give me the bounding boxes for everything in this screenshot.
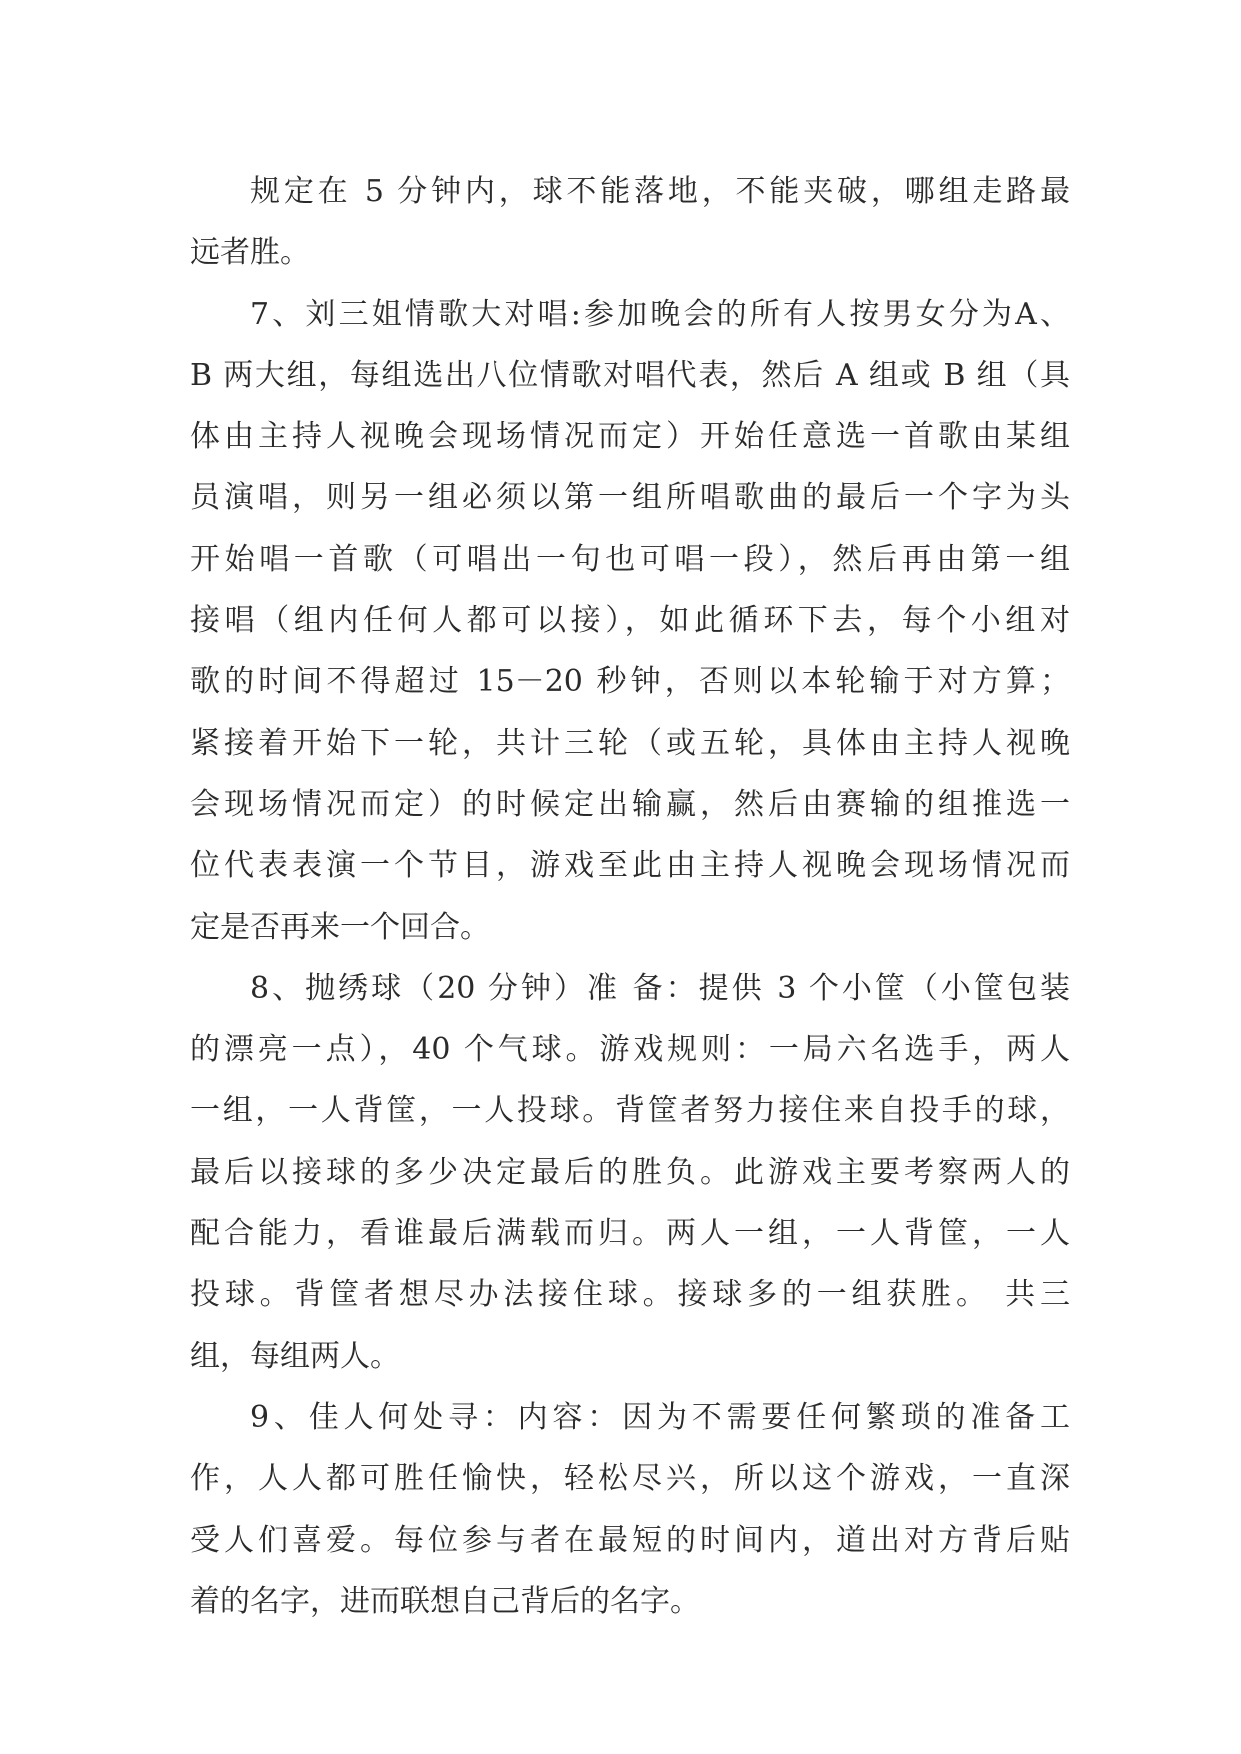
text-line: 定是否再来一个回合。	[190, 909, 490, 945]
paragraph-item-9	[190, 1387, 1070, 1632]
text-line: 8、抛绣球（20 分钟）准 备：提供 3 个小筐（小筐包装	[250, 970, 1070, 1006]
paragraph-ball-rule	[190, 161, 1070, 284]
text-line: 组，每组两人。	[190, 1338, 400, 1374]
text-line: 紧接着开始下一轮，共计三轮（或五轮，具体由主持人视晚	[190, 725, 1070, 761]
text-line: 最后以接球的多少决定最后的胜负。此游戏主要考察两人的	[190, 1154, 1070, 1190]
text-line: 9、佳人何处寻：内容：因为不需要任何繁琐的准备工	[250, 1399, 1070, 1435]
text-line: 配合能力，看谁最后满载而归。两人一组，一人背筐，一人	[190, 1216, 1070, 1252]
text-line: 体由主持人视晚会现场情况而定）开始任意选一首歌由某组	[190, 419, 1070, 455]
text-line: 受人们喜爱。每位参与者在最短的时间内，道出对方背后贴	[190, 1522, 1070, 1558]
text-line: 作，人人都可胜任愉快，轻松尽兴，所以这个游戏，一直深	[190, 1461, 1070, 1497]
paragraph-item-7	[190, 284, 1070, 958]
text-line: 远者胜。	[190, 235, 310, 271]
text-line: 投球。背筐者想尽办法接住球。接球多的一组获胜。 共三	[190, 1277, 1070, 1313]
text-line: 接唱（组内任何人都可以接），如此循环下去，每个小组对	[190, 603, 1070, 639]
paragraph-item-8	[190, 958, 1070, 1387]
text-line: 着的名字，进而联想自己背后的名字。	[190, 1583, 700, 1619]
text-line: 员演唱，则另一组必须以第一组所唱歌曲的最后一个字为头	[190, 480, 1070, 516]
text-line: 一组，一人背筐，一人投球。背筐者努力接住来自投手的球，	[190, 1093, 1070, 1129]
text-line: 7、刘三姐情歌大对唱:参加晚会的所有人按男女分为A、	[250, 296, 1070, 332]
text-line: 的漂亮一点），40 个气球。游戏规则：一局六名选手，两人	[190, 1032, 1070, 1068]
text-line: B 两大组，每组选出八位情歌对唱代表，然后 A 组或 B 组（具	[190, 357, 1070, 393]
text-line: 规定在 5 分钟内，球不能落地，不能夹破，哪组走路最	[250, 174, 1070, 209]
text-line: 开始唱一首歌（可唱出一句也可唱一段），然后再由第一组	[190, 541, 1070, 577]
text-line: 会现场情况而定）的时候定出输赢，然后由赛输的组推选一	[190, 786, 1070, 822]
text-line: 位代表表演一个节目，游戏至此由主持人视晚会现场情况而	[190, 848, 1070, 884]
text-line: 歌的时间不得超过 15－20 秒钟，否则以本轮输于对方算；	[190, 664, 1070, 700]
document-body	[190, 161, 1070, 1632]
